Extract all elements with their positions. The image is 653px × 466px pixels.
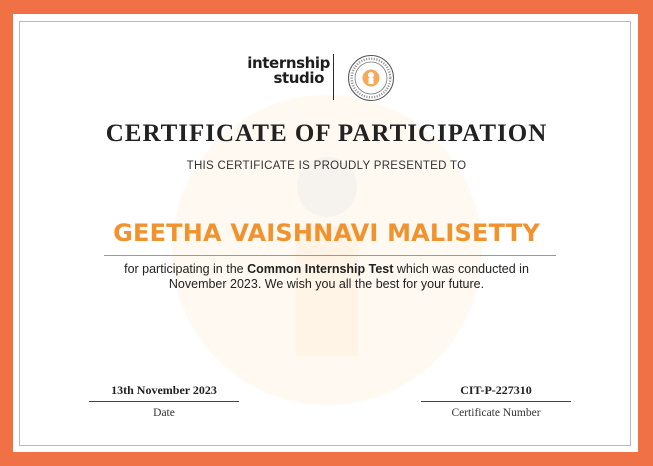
date-block bbox=[89, 383, 239, 419]
certificate-number-block bbox=[421, 383, 571, 419]
certificate-title: CERTIFICATE OF PARTICIPATION bbox=[105, 120, 548, 147]
brand-line1: internship bbox=[247, 54, 330, 72]
logo-row bbox=[0, 50, 653, 106]
test-name: Common Internship Test bbox=[247, 262, 394, 276]
seal-icon bbox=[347, 54, 395, 102]
date-label: Date bbox=[153, 407, 175, 419]
recipient-name: GEETHA VAISHNAVI MALISETTY bbox=[113, 219, 540, 247]
brand-logo bbox=[238, 56, 330, 86]
brand-line2: studio bbox=[273, 69, 324, 87]
certificate-number-label: Certificate Number bbox=[451, 407, 541, 419]
logo-divider bbox=[333, 54, 334, 100]
name-underline bbox=[104, 255, 556, 256]
body-suffix: which was conducted in November 2023. We wish you all the best for your future. bbox=[168, 262, 529, 291]
body-prefix: for participating in the bbox=[124, 262, 248, 276]
date-value: 13th November 2023 bbox=[89, 383, 239, 402]
certificate-number-value: CIT-P-227310 bbox=[421, 383, 571, 402]
certificate-subtitle: THIS CERTIFICATE IS PROUDLY PRESENTED TO bbox=[186, 160, 467, 172]
certificate-body bbox=[120, 262, 533, 292]
